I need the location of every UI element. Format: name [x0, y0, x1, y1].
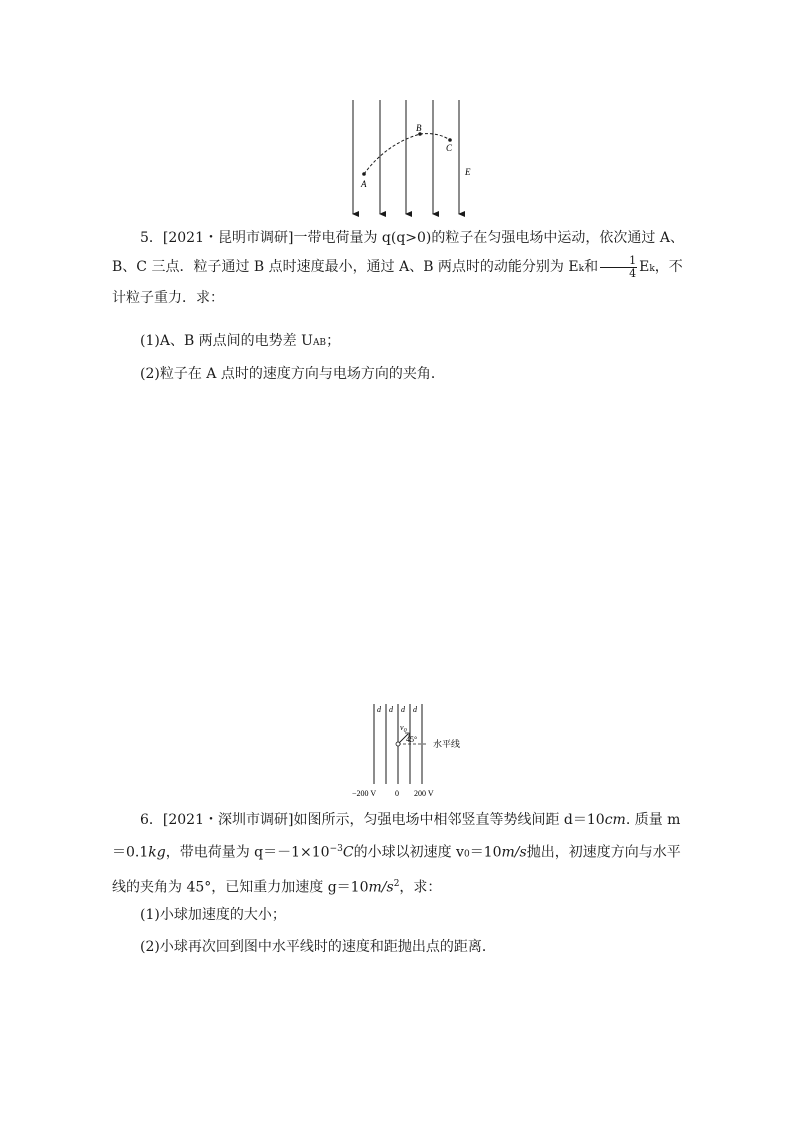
point-a	[362, 172, 366, 176]
label-angle: 45°	[406, 735, 418, 744]
field-lines	[353, 100, 459, 214]
spacing-d-1: d	[377, 705, 381, 714]
label-zero: 0	[395, 789, 399, 798]
label-pos-200v: 200 V	[414, 789, 434, 798]
label-c: C	[446, 143, 453, 153]
equipotential-diagram	[344, 700, 474, 804]
spacing-d-3: d	[401, 705, 405, 714]
particle-path	[364, 134, 450, 174]
equipotential-figure	[344, 700, 474, 804]
spacing-d-2: d	[389, 705, 393, 714]
ball	[396, 742, 400, 746]
label-b: B	[416, 123, 422, 133]
question-5-part-2: (2)粒子在 A 点时的速度方向与电场方向的夹角．	[140, 366, 445, 382]
question-6-text: 6．[2021・深圳市调研]如图所示，匀强电场中相邻竖直等势线间距 d＝10cm. 质量 m＝0.1kg，带电荷量为 $q=-1\times 10^{-3}C$的小球以初速度 v0＝10m/s抛出，初速度方向与水平线的夹角为 45°，已知重力加速度 $g=10m/s^2$，求：	[112, 812, 681, 896]
question-5-text: 5．[2021・昆明市调研]一带电荷量为 q(q>0)的粒子在匀强电场中运动，依次通过 A、B、C 三点．粒子通过 B 点时速度最小，通过 A、B 两点时的动能分别为 Ek和 $\frac{1}{4}$ Ek，不计粒子重力．求：	[112, 230, 684, 306]
label-e: E	[465, 167, 471, 177]
label-a: A	[361, 179, 367, 189]
question-6-part-2: (2)小球再次回到图中水平线时的速度和距抛出点的距离．	[140, 939, 496, 955]
label-v0: $v_0$	[400, 723, 407, 734]
spacing-d-4: d	[413, 705, 417, 714]
question-6-part-1: (1)小球加速度的大小；	[140, 907, 286, 923]
fraction-one-quarter: $\frac{1}{4}$	[600, 255, 637, 280]
point-c	[448, 138, 452, 142]
label-horizontal-line: 水平线	[433, 739, 461, 749]
question-5-part-1: (1)A、B 两点间的电势差 UAB；	[140, 333, 341, 349]
field-figure-1	[340, 98, 480, 220]
label-neg-200v: −200 V	[352, 789, 377, 798]
field-lines-diagram	[340, 98, 480, 220]
